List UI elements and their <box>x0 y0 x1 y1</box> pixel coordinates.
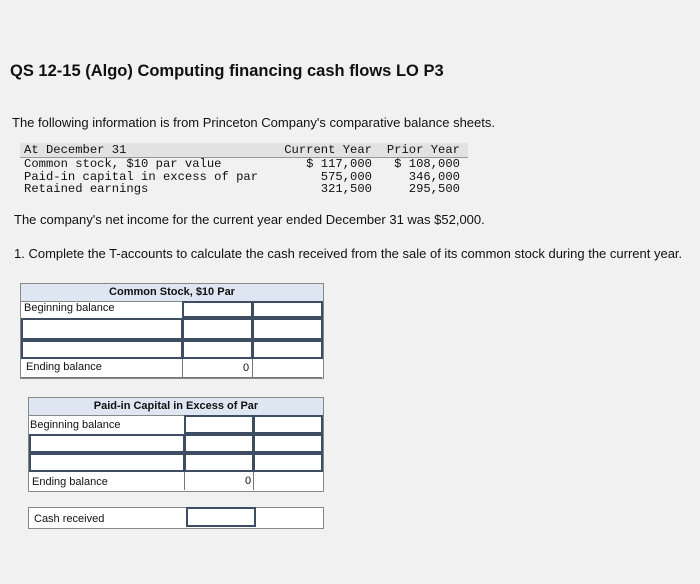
beginning-balance-label: Beginning balance <box>30 419 121 431</box>
pic-entry-debit-input[interactable] <box>184 434 254 453</box>
ending-balance-label: Ending balance <box>32 476 108 488</box>
row-label: Retained earnings <box>24 182 149 196</box>
cs-beg-credit-input[interactable] <box>252 301 323 318</box>
pic-entry2-debit-input[interactable] <box>184 453 254 472</box>
intro-text: The following information is from Princeton Company's comparative balance sheets. <box>12 115 495 130</box>
net-income-text: The company's net income for the current year ended December 31 was $52,000. <box>14 212 485 227</box>
row-current: $ 117,000 <box>306 157 372 171</box>
cs-entry-debit-input[interactable] <box>182 318 253 340</box>
cs-beg-debit-input[interactable] <box>182 301 253 318</box>
cash-received-label: Cash received <box>34 513 105 525</box>
pic-beg-debit-input[interactable] <box>184 415 254 434</box>
table-row <box>20 183 468 196</box>
cs-entry-label-input[interactable] <box>21 318 183 340</box>
t-account-divider <box>184 472 185 490</box>
t-account-divider <box>253 472 254 490</box>
beginning-balance-label: Beginning balance <box>24 302 115 314</box>
row-prior: $ 108,000 <box>394 157 460 171</box>
ending-balance-label: Ending balance <box>26 361 102 373</box>
pic-ending-value: 0 <box>245 475 252 487</box>
row-prior: 346,000 <box>408 169 460 184</box>
question-text: 1. Complete the T-accounts to calculate the cash received from the sale of its common stock during the current year. <box>14 246 683 261</box>
pic-entry2-credit-input[interactable] <box>253 453 323 472</box>
row-prior: 295,500 <box>408 182 460 196</box>
cs-entry2-credit-input[interactable] <box>252 340 323 359</box>
cash-received-input[interactable] <box>186 507 256 527</box>
cs-entry2-debit-input[interactable] <box>182 340 253 359</box>
row-label: Common stock, $10 par value <box>24 157 222 171</box>
pic-entry-credit-input[interactable] <box>253 434 323 453</box>
table-row <box>20 158 468 171</box>
t-account-divider <box>21 377 322 378</box>
balance-sheet-table <box>20 143 468 196</box>
cs-ending-value: 0 <box>243 362 250 374</box>
row-current: 575,000 <box>320 169 372 184</box>
row-current: 321,500 <box>320 182 372 196</box>
row-label: Paid-in capital in excess of par <box>24 169 259 184</box>
header-date: At December 31 <box>24 142 127 157</box>
balance-sheet-header <box>20 143 468 158</box>
pic-entry-label-input[interactable] <box>29 434 185 453</box>
pic-entry2-label-input[interactable] <box>29 453 185 472</box>
header-prior: Prior Year <box>386 142 460 157</box>
common-stock-title: Common Stock, $10 Par <box>21 284 323 302</box>
paid-in-title: Paid-in Capital in Excess of Par <box>29 398 323 416</box>
cs-entry2-label-input[interactable] <box>21 340 183 359</box>
header-current: Current Year <box>284 142 372 157</box>
cs-entry-credit-input[interactable] <box>252 318 323 340</box>
pic-beg-credit-input[interactable] <box>253 415 323 434</box>
page-title: QS 12-15 (Algo) Computing financing cash flows LO P3 <box>10 62 444 80</box>
